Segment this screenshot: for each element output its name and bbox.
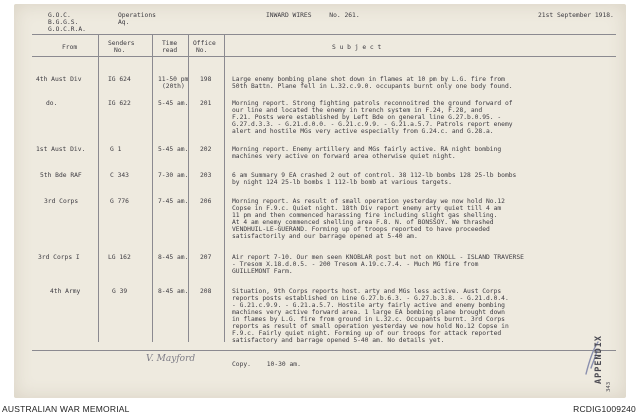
col-senders-no-1: Senders <box>108 40 135 47</box>
copy-label <box>232 361 301 369</box>
number-label: No. <box>329 12 341 19</box>
row-4-line-1: 6 am Summary 9 EA crashed 2 out of control. 38 112-lb bombs 128 25-lb bombs <box>232 172 517 179</box>
row-2-line-5: alert and hostile MGs very active especially from G.24.c. and G.28.a. <box>232 128 494 135</box>
row-4-time: 7-30 am. <box>158 172 189 179</box>
from-line-2: B.G.G.S. <box>48 19 79 26</box>
row-7-line-5: in flames by L.G. fire from ground in L.32.c. Occupants burnt. 3rd Corps <box>232 316 505 323</box>
row-7-from: 4th Army <box>50 288 81 295</box>
document-date: 21st September 1918. <box>538 12 614 19</box>
row-3-line-1: Morning report. Enemy artillery and MGs fairly active. RA night bombing <box>232 146 502 153</box>
row-2-from: do. <box>46 100 58 107</box>
col-time-read-1: Time <box>162 40 178 47</box>
row-2-line-3: F.21. Posts were established by Left Bde on general line G.27.b.0.95. - <box>232 114 502 121</box>
row-7-line-4: machines very active forward area. 1 large EA bombing plane brought down <box>232 309 505 316</box>
archive-footer-bar <box>0 398 640 416</box>
row-6-time: 8-45 am. <box>158 254 189 261</box>
col-rule-1 <box>98 34 99 342</box>
row-6-office: 207 <box>200 254 212 261</box>
row-6-line-1: Air report 7-10. Our men seen KNOBLAR post but not on KNOLL - ISLAND TRAVERSE <box>232 254 524 261</box>
document-sheet <box>14 4 626 398</box>
row-7-line-1: Situation, 9th Corps reports host. arty and MGs less active. Aust Corps <box>232 288 502 295</box>
ops-line-2: Aq. <box>118 19 130 26</box>
row-3-senders: G 1 <box>110 146 122 153</box>
row-7-line-2: reports posts established on Line G.27.b.6.3. - G.27.b.3.8. - G.21.d.0.4. <box>232 295 509 302</box>
row-2-senders: IG 622 <box>108 100 131 107</box>
row-2-line-2: our line and located the enemy in trench system in F.24, F.28, and <box>232 107 483 114</box>
row-7-line-6: reports as result of small operation yesterday we now hold No.12 Copse in <box>232 323 509 330</box>
col-office-no-1: Office <box>193 40 216 47</box>
header-rule-bottom <box>32 56 616 57</box>
row-7-time: 8-45 am. <box>158 288 189 295</box>
row-4-office: 203 <box>200 172 212 179</box>
row-1-line-2: 50th Battn. Plane fell in L.32.c.9.0. occupants burnt only one body found. <box>232 83 513 90</box>
number-value: 261. <box>344 12 360 19</box>
title-text: INWARD WIRES <box>266 12 312 19</box>
footer-rule <box>32 350 616 351</box>
col-subject: S u b j e c t <box>332 44 382 51</box>
row-5-from: 3rd Corps <box>44 198 79 205</box>
row-1-senders: IG 624 <box>108 76 131 83</box>
row-3-line-2: machines very active on forward area otherwise quiet night. <box>232 153 456 160</box>
row-7-line-7: F.9.c. Fairly quiet night. Forming up of our troops for attack reported <box>232 330 502 337</box>
row-5-line-1: Morning report. As result of small operation yesterday we now hold No.12 <box>232 198 505 205</box>
document-title <box>266 12 360 20</box>
copy-label-text: Copy. <box>232 361 251 368</box>
appendix-stamp: APPENDIX <box>594 335 604 384</box>
appendix-number: 343 <box>606 381 612 392</box>
row-1-office: 198 <box>200 76 212 83</box>
row-7-line-3: - G.21.c.9.9. - G.21.a.5.7. Hostile arty fairly active and enemy bombing <box>232 302 505 309</box>
row-6-line-3: GUILLEMONT Farm. <box>232 268 293 275</box>
row-7-line-8: satisfactory and barrage opened 5-40 am. No details yet. <box>232 337 445 344</box>
row-6-senders: LG 162 <box>108 254 131 261</box>
from-line-3: G.O.C.R.A. <box>48 26 86 33</box>
row-3-from: 1st Aust Div. <box>36 146 86 153</box>
ops-line-1: Operations <box>118 12 156 19</box>
row-5-line-2: Copse in F.9.c. Quiet night. 18th Div report enemy arty quiet till 4 am <box>232 205 502 212</box>
row-5-senders: G 776 <box>110 198 129 205</box>
row-2-line-1: Morning report. Strong fighting patrols reconnoitred the ground forward of <box>232 100 513 107</box>
archive-reference: RCDIG1009240 <box>573 404 636 414</box>
row-1-time-2: (20th) <box>162 83 185 90</box>
col-office-no-2: No. <box>196 47 208 54</box>
row-3-office: 202 <box>200 146 212 153</box>
row-1-from: 4th Aust Div <box>36 76 82 83</box>
handwritten-signature: V. Mayford <box>146 354 196 364</box>
row-5-line-4: At 4 am enemy commenced shelling area F.8. N. of BONSSOY. We thrashed <box>232 219 494 226</box>
row-2-time: 5-45 am. <box>158 100 189 107</box>
row-5-time: 7-45 am. <box>158 198 189 205</box>
row-4-from: 5th Bde RAF <box>40 172 82 179</box>
row-1-line-1: Large enemy bombing plane shot down in flames at 10 pm by L.G. fire from <box>232 76 505 83</box>
row-2-office: 201 <box>200 100 212 107</box>
col-rule-2 <box>152 34 153 342</box>
row-7-senders: G 39 <box>112 288 128 295</box>
from-line-1: G.O.C. <box>48 12 71 19</box>
row-4-senders: C 343 <box>110 172 129 179</box>
col-from: From <box>62 44 78 51</box>
row-2-line-4: G.27.d.3.3. - G.21.d.0.0. - G.21.c.9.9. - G.21.a.5.7. Patrols report enemy <box>232 121 513 128</box>
col-senders-no-2: No. <box>114 47 126 54</box>
header-rule-top <box>32 34 616 35</box>
col-rule-4 <box>224 34 225 342</box>
row-5-office: 206 <box>200 198 212 205</box>
row-3-time: 5-45 am. <box>158 146 189 153</box>
archive-name: AUSTRALIAN WAR MEMORIAL <box>2 404 130 414</box>
row-7-office: 208 <box>200 288 212 295</box>
row-5-line-3: 11 pm and then commenced harassing fire including slight gas shelling. <box>232 212 498 219</box>
col-time-read-2: read <box>162 47 178 54</box>
row-6-from: 3rd Corps I <box>38 254 80 261</box>
row-5-line-6: satisfactorily and our barrage opened at 5-40 am. <box>232 233 418 240</box>
row-4-line-2: by night 124 25-lb bombs 1 112-lb bomb at various targets. <box>232 179 452 186</box>
copy-time: 10-30 am. <box>266 361 301 368</box>
row-5-line-5: VENDHUIL-LE-GUERAND. Forming up of troops reported to have proceeded <box>232 226 490 233</box>
row-6-line-2: - Tresom X.18.d.0.5. - 200 Tresom A.19.c.7.4. - Much MG fire from <box>232 261 479 268</box>
row-1-time-1: 11-50 pm <box>158 76 189 83</box>
